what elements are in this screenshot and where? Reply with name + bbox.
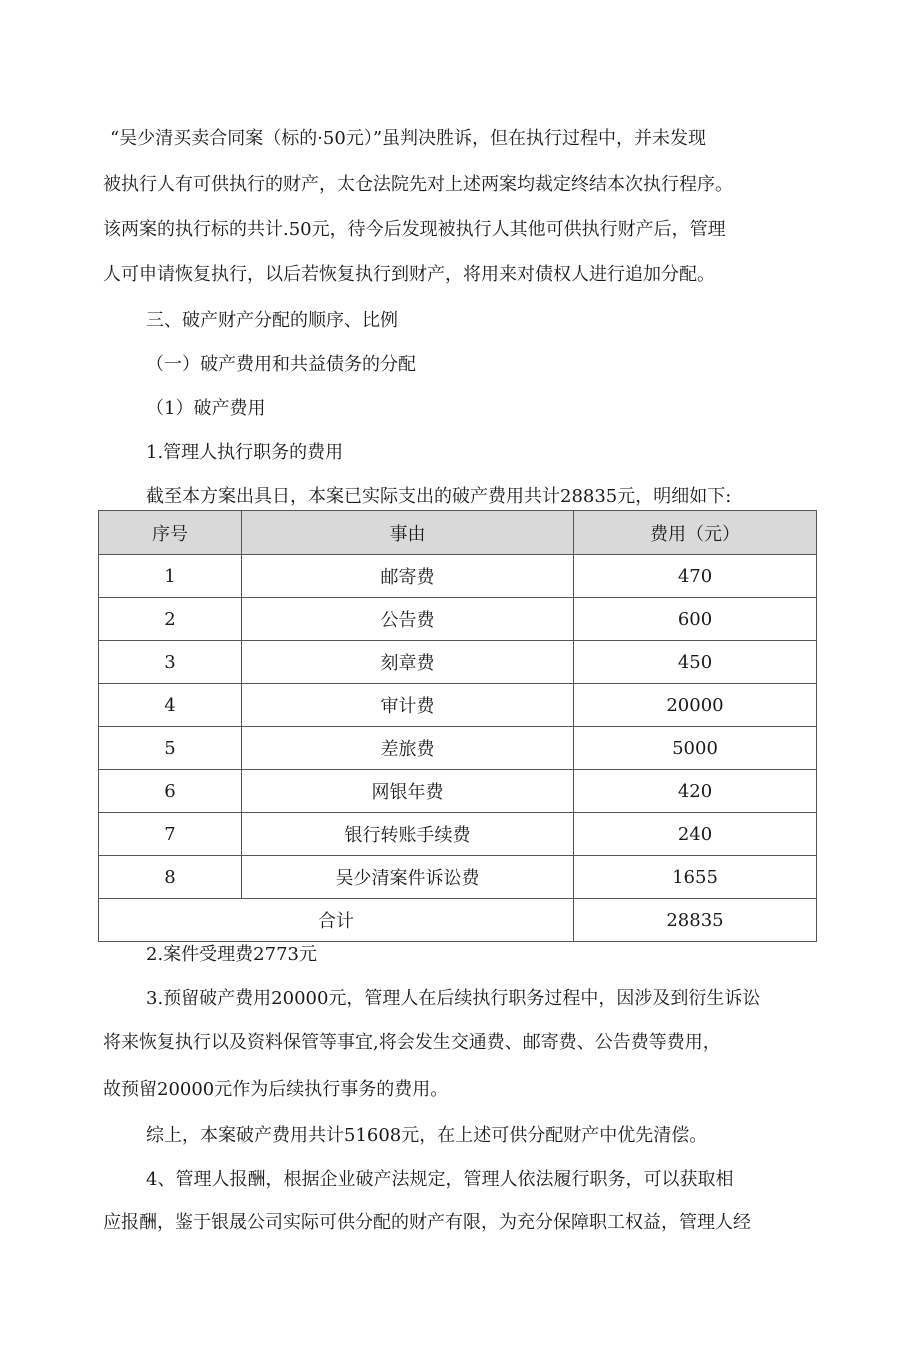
paragraph-line: 该两案的执行标的共计.50元，待今后发现被执行人其他可供执行财产后，管理 xyxy=(103,219,726,240)
table-row xyxy=(99,641,817,684)
table-row xyxy=(99,770,817,813)
total-label: 合计 xyxy=(99,899,574,942)
table-cell: 7 xyxy=(99,813,242,856)
paragraph-line: 应报酬，鉴于银晟公司实际可供分配的财产有限，为充分保障职工权益，管理人经 xyxy=(103,1212,751,1233)
table-cell: 420 xyxy=(574,770,817,813)
table-cell: 20000 xyxy=(574,684,817,727)
section-heading: 三、破产财产分配的顺序、比例 xyxy=(146,310,398,331)
table-cell: 5000 xyxy=(574,727,817,770)
table-cell: 3 xyxy=(99,641,242,684)
table-cell: 470 xyxy=(574,555,817,598)
table-cell: 2 xyxy=(99,598,242,641)
table-header-row xyxy=(99,511,817,555)
table-cell: 1 xyxy=(99,555,242,598)
table-row xyxy=(99,684,817,727)
subsection-heading: （1）破产费用 xyxy=(146,398,266,419)
table-cell: 银行转账手续费 xyxy=(242,813,574,856)
table-cell: 网银年费 xyxy=(242,770,574,813)
table-cell: 吴少清案件诉讼费 xyxy=(242,856,574,899)
paragraph-line: 3.预留破产费用20000元，管理人在后续执行职务过程中，因涉及到衍生诉讼 xyxy=(146,988,761,1009)
total-value: 28835 xyxy=(574,899,817,942)
column-header: 费用（元） xyxy=(574,511,817,555)
column-header: 事由 xyxy=(242,511,574,555)
table-row xyxy=(99,555,817,598)
table-cell: 4 xyxy=(99,684,242,727)
table-cell: 1655 xyxy=(574,856,817,899)
table-row xyxy=(99,813,817,856)
paragraph-line: 被执行人有可供执行的财产，太仓法院先对上述两案均裁定终结本次执行程序。 xyxy=(103,174,733,195)
table-cell: 5 xyxy=(99,727,242,770)
table-cell: 差旅费 xyxy=(242,727,574,770)
table-cell: 6 xyxy=(99,770,242,813)
item-heading: 2.案件受理费2773元 xyxy=(146,944,317,965)
table-cell: 600 xyxy=(574,598,817,641)
table-row xyxy=(99,727,817,770)
column-header: 序号 xyxy=(99,511,242,555)
paragraph-line: 人可申请恢复执行，以后若恢复执行到财产，将用来对债权人进行追加分配。 xyxy=(103,264,715,285)
table-row xyxy=(99,856,817,899)
table-cell: 450 xyxy=(574,641,817,684)
paragraph-line: 将来恢复执行以及资料保管等事宜,将会发生交通费、邮寄费、公告费等费用， xyxy=(103,1032,721,1053)
table-cell: 刻章费 xyxy=(242,641,574,684)
subsection-heading: （一）破产费用和共益债务的分配 xyxy=(146,354,416,375)
item-heading: 1.管理人执行职务的费用 xyxy=(146,442,344,463)
paragraph-line: 截至本方案出具日，本案已实际支出的破产费用共计28835元，明细如下: xyxy=(146,486,732,507)
table-total-row xyxy=(99,899,817,942)
table-cell: 公告费 xyxy=(242,598,574,641)
table-cell: 邮寄费 xyxy=(242,555,574,598)
paragraph-line: 综上，本案破产费用共计51608元，在上述可供分配财产中优先清偿。 xyxy=(146,1125,708,1146)
table-cell: 8 xyxy=(99,856,242,899)
paragraph-line: “吴少清买卖合同案（标的·50元）”虽判决胜诉，但在执行过程中，并未发现 xyxy=(110,128,707,149)
expense-table xyxy=(98,510,817,942)
table-cell: 240 xyxy=(574,813,817,856)
table-cell: 审计费 xyxy=(242,684,574,727)
paragraph-line: 故预留20000元作为后续执行事务的费用。 xyxy=(103,1079,449,1100)
table-row xyxy=(99,598,817,641)
paragraph-line: 4、管理人报酬，根据企业破产法规定，管理人依法履行职务，可以获取相 xyxy=(146,1169,734,1190)
